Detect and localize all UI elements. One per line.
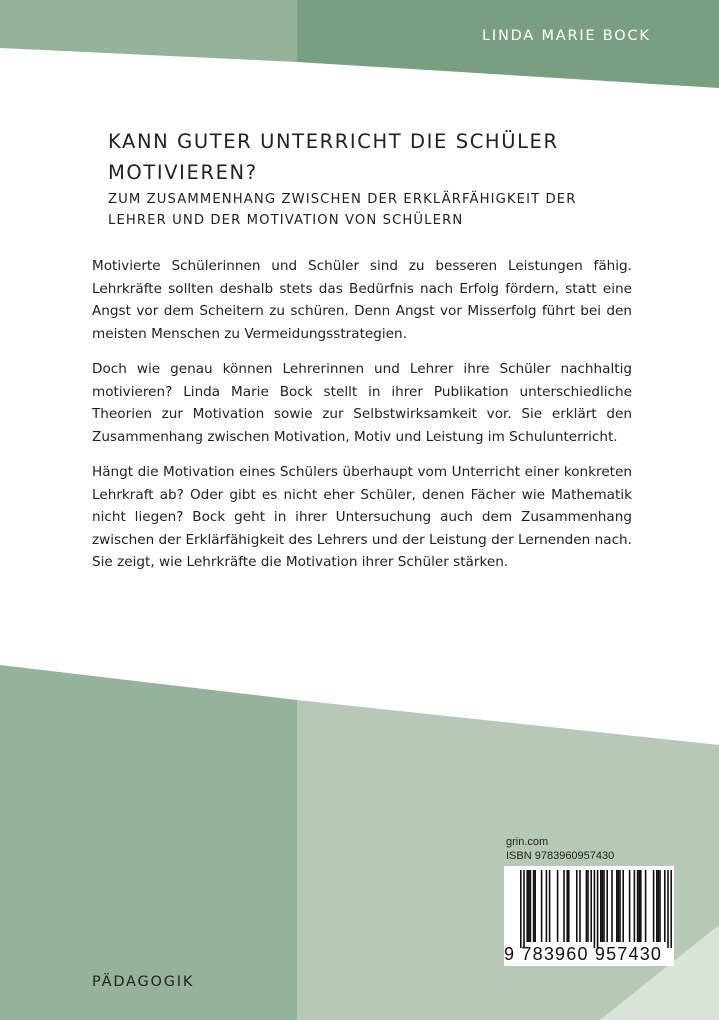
publisher-website[interactable]: grin.com bbox=[506, 836, 549, 848]
header-band-light bbox=[0, 0, 297, 62]
barcode-bar bbox=[670, 870, 672, 948]
barcode-bar bbox=[579, 870, 581, 942]
barcode-bar bbox=[616, 870, 618, 942]
publisher-info bbox=[506, 835, 614, 863]
barcode-bar bbox=[568, 870, 570, 942]
barcode-bar bbox=[638, 870, 640, 942]
barcode-bar bbox=[594, 870, 596, 948]
blurb-paragraph: Hängt die Motivation eines Schülers überhaupt vom Unterricht einer konkreten Lehrkraft ab? Oder gibt es nicht eher Schüler, denen Fächer wie Mathematik nicht liegen? Bock geht in ihrer Untersuchung auch dem Zusammenhang zwischen der Erklärfähigkeit des Lehrers und der Leistung der Lernenden nach. Sie zeigt, wie Lehrkräfte die Motivation ihrer Schüler stärken. bbox=[92, 464, 632, 570]
barcode-bar bbox=[634, 870, 636, 942]
barcode-bar bbox=[526, 870, 528, 942]
barcode-bar bbox=[659, 870, 661, 942]
barcode-bar bbox=[523, 870, 525, 948]
header-band-dark bbox=[297, 0, 719, 88]
barcode-digits: 9 783960 957430 bbox=[504, 944, 663, 964]
barcode-bar bbox=[590, 870, 592, 942]
barcode-bar bbox=[587, 870, 589, 942]
barcode-bar bbox=[611, 870, 613, 942]
barcode-bar bbox=[664, 870, 666, 942]
barcode-bar bbox=[656, 870, 658, 942]
barcode-bar bbox=[602, 870, 604, 942]
barcode-bar bbox=[637, 870, 639, 942]
barcode-bar bbox=[658, 870, 660, 942]
barcode-bar bbox=[640, 870, 642, 942]
barcode-bar bbox=[600, 870, 602, 942]
category-label: PÄDAGOGIK bbox=[92, 974, 195, 990]
barcode-bar bbox=[528, 870, 530, 942]
isbn-label: ISBN 9783960957430 bbox=[506, 850, 615, 862]
barcode-bar bbox=[563, 870, 565, 942]
barcode-bar bbox=[597, 870, 599, 948]
book-subtitle: ZUM ZUSAMMENHANG ZWISCHEN DER ERKLÄRFÄHIGKEIT DER LEHRER UND DER MOTIVATION VON SCHÜLERN bbox=[108, 192, 577, 228]
barcode-bar bbox=[546, 870, 548, 942]
barcode-bar bbox=[530, 870, 532, 942]
barcode-bar bbox=[534, 870, 536, 942]
barcode-bar bbox=[606, 870, 608, 942]
barcode-bar bbox=[576, 870, 578, 942]
barcode-bar bbox=[557, 870, 559, 942]
barcode-bar bbox=[541, 870, 543, 942]
barcode-bar bbox=[645, 870, 647, 942]
barcode-bar bbox=[629, 870, 631, 942]
barcode-bar bbox=[533, 870, 535, 942]
barcode-bar bbox=[549, 870, 551, 942]
barcode-bar bbox=[520, 870, 522, 948]
barcode-bar bbox=[618, 870, 620, 942]
barcode-bar bbox=[586, 870, 588, 942]
barcode-bar bbox=[603, 870, 605, 942]
barcode-bar bbox=[619, 870, 621, 942]
barcode-bar bbox=[622, 870, 624, 942]
blurb-paragraph: Doch wie genau können Lehrerinnen und Lehrer ihre Schüler nachhaltig motivieren? Linda Marie Bock stellt in ihrer Publikation unterschiedliche Theorien zur Motivation sowie zur Selbstwirksamkeit vor. Sie erklärt den Zusammenhang zwischen Motivation, Motiv und Leistung im Schulunterricht. bbox=[92, 361, 632, 445]
blurb-text bbox=[92, 255, 632, 587]
blurb-paragraph: Motivierte Schülerinnen und Schüler sind zu besseren Leistungen fähig. Lehrkräfte sollten deshalb stets das Bedürfnis nach Erfolg fördern, statt eine Angst vor dem Scheitern zu schüren. Denn Angst vor Misserfolg führt bei den meisten Menschen zu Vermeidungsstrategien. bbox=[92, 258, 632, 342]
barcode-bar bbox=[566, 870, 568, 942]
author-name: LINDA MARIE BOCK bbox=[482, 28, 651, 44]
book-title: KANN GUTER UNTERRICHT DIE SCHÜLER MOTIVIEREN? bbox=[108, 130, 559, 184]
barcode-bar bbox=[653, 870, 655, 942]
barcode-bar bbox=[667, 870, 669, 948]
footer-band-dark bbox=[0, 665, 297, 1020]
